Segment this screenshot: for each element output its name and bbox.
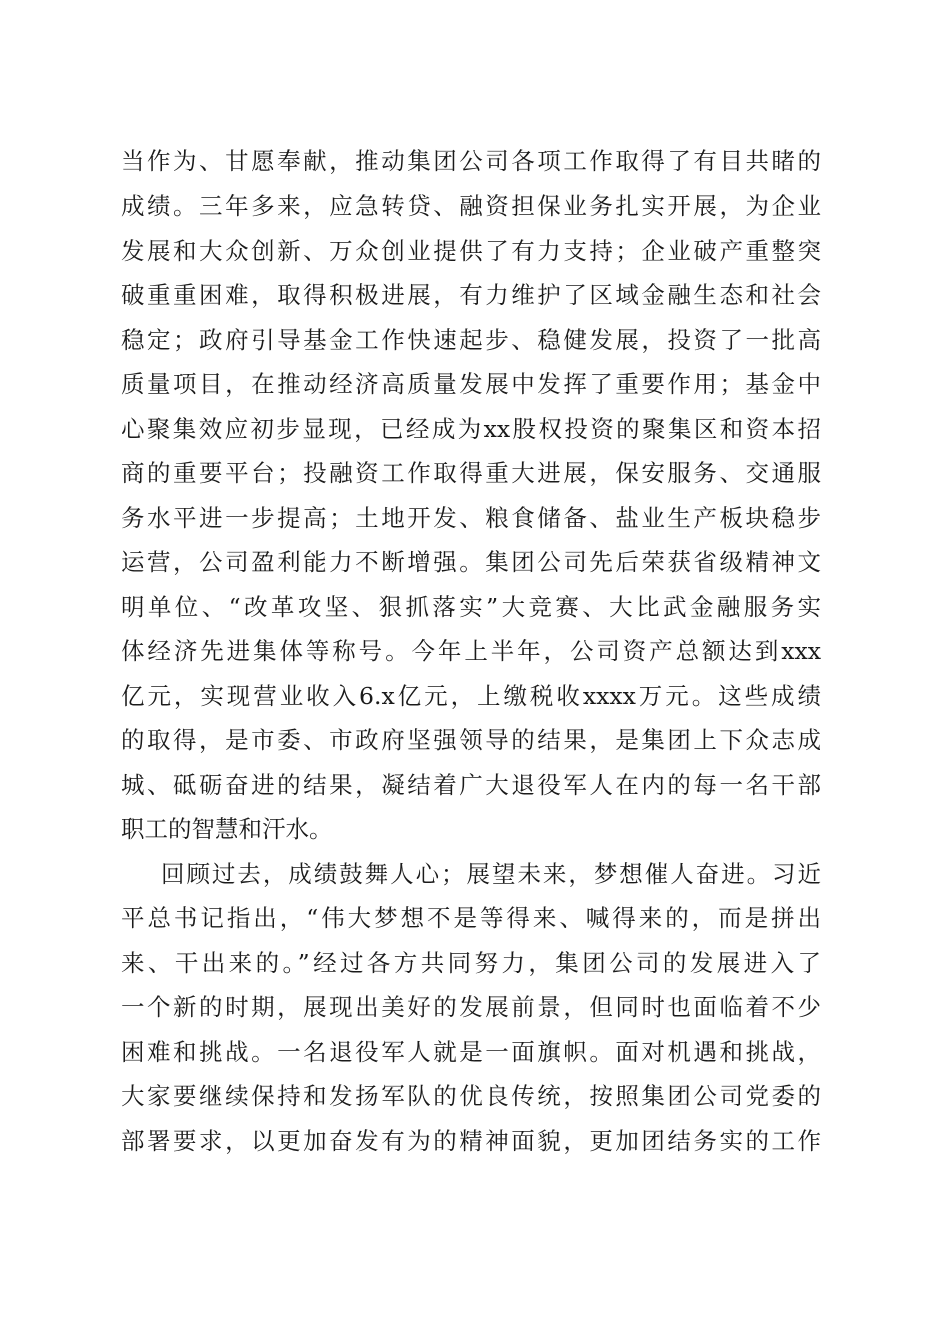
text-line: 大家要继续保持和发扬军队的优良传统，按照集团公司党委的 xyxy=(121,1082,821,1110)
text-line: 成绩。三年多来，应急转贷、融资担保业务扎实开展，为企业 xyxy=(121,192,821,220)
text-line: 商的重要平台；投融资工作取得重大进展，保安服务、交通服 xyxy=(121,459,821,487)
text-line: 质量项目，在推动经济高质量发展中发挥了重要作用；基金中 xyxy=(121,370,821,398)
text-line: 来、干出来的。”经过各方共同努力，集团公司的发展进入了 xyxy=(121,949,821,977)
text-line: 亿元，实现营业收入6.x亿元，上缴税收xxxx万元。这些成绩 xyxy=(121,682,821,710)
text-line: 心聚集效应初步显现，已经成为xx股权投资的聚集区和资本招 xyxy=(121,415,821,443)
text-line: 一个新的时期，展现出美好的发展前景，但同时也面临着不少 xyxy=(121,993,821,1021)
text-line: 务水平进一步提高；土地开发、粮食储备、盐业生产板块稳步 xyxy=(121,504,821,532)
text-line: 破重重困难，取得积极进展，有力维护了区域金融生态和社会 xyxy=(121,281,821,309)
text-line: 稳定；政府引导基金工作快速起步、稳健发展，投资了一批高 xyxy=(121,326,821,354)
text-line: 职工的智慧和汗水。 xyxy=(121,815,333,843)
text-line: 明单位、“改革攻坚、狠抓落实”大竞赛、大比武金融服务实 xyxy=(121,593,821,621)
text-line: 发展和大众创新、万众创业提供了有力支持；企业破产重整突 xyxy=(121,237,821,265)
text-line: 城、砥砺奋进的结果，凝结着广大退役军人在内的每一名干部 xyxy=(121,771,821,799)
text-line: 体经济先进集体等称号。今年上半年，公司资产总额达到xxx xyxy=(121,637,821,665)
text-line: 平总书记指出，“伟大梦想不是等得来、喊得来的，而是拼出 xyxy=(121,904,821,932)
text-line: 困难和挑战。一名退役军人就是一面旗帜。面对机遇和挑战， xyxy=(121,1038,821,1066)
text-line: 运营，公司盈利能力不断增强。集团公司先后荣获省级精神文 xyxy=(121,548,821,576)
text-line: 当作为、甘愿奉献，推动集团公司各项工作取得了有目共睹的 xyxy=(121,147,821,175)
text-line: 的取得，是市委、市政府坚强领导的结果，是集团上下众志成 xyxy=(121,726,821,754)
text-line: 部署要求，以更加奋发有为的精神面貌，更加团结务实的工作 xyxy=(121,1127,821,1155)
text-line: 回顾过去，成绩鼓舞人心；展望未来，梦想催人奋进。习近 xyxy=(161,860,821,888)
